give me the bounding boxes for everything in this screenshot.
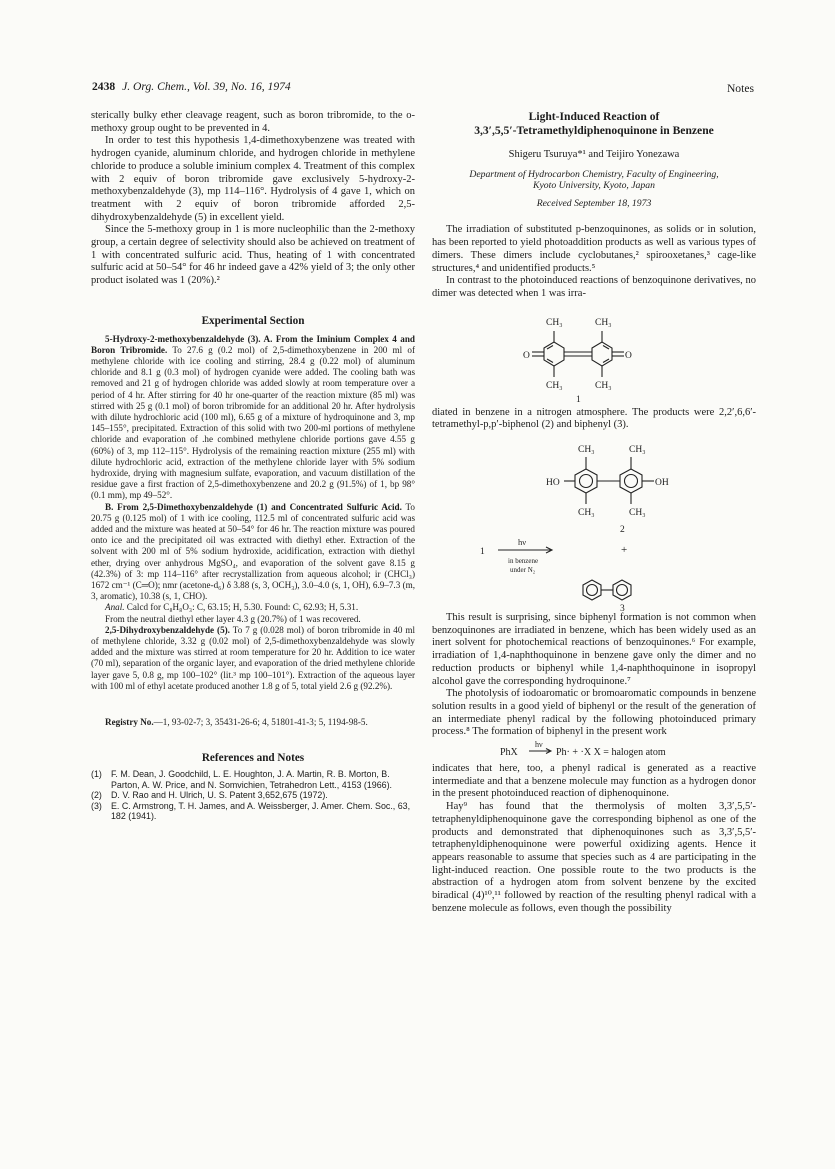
affiliation-line-2: Kyoto University, Kyoto, Japan <box>533 180 655 192</box>
exp-a-title: 5-Hydroxy-2-methoxybenzaldehyde (3). A. From the Iminium Complex 4 and Boron Tribromide. <box>91 333 415 355</box>
paragraph-7: Hay⁹ has found that the thermolysis of molten 3,3′,5,5′-tetraphenyldiphenoquinone gave the corresponding biphenol as one of the products and demonstrated that diphenoquinones such as 3,3′,5,5′-tetraphenyldiphenoquinone were powerful oxidizing agents. Hence it appears reasonable to assume that species such as 4 are participating in the light-induced reaction. One possible route to the two products is the abstraction of a hydrogen atom from solvent benzene by the excited biradical (4)¹⁰,¹¹ followed by reaction of the resulting phenyl radical with a benzene molecule as follows, even though the possibility <box>432 801 756 914</box>
plus-sign: + <box>621 544 628 557</box>
methyl-label: CH₃ <box>629 445 646 456</box>
hydroxyl-label: OH <box>655 478 669 489</box>
registry-text: —1, 93-02-7; 3, 35431-26-6; 4, 51801-41-3; 5, 1194-98-5. <box>153 717 368 728</box>
compound-label: 3 <box>620 604 625 613</box>
experimental-heading: Experimental Section <box>201 314 305 327</box>
exp-b-title: B. From 2,5-Dimethoxybenzaldehyde (1) and Concentrated Sulfuric Acid. <box>105 501 402 512</box>
registry-label: Registry No. <box>105 717 154 728</box>
methyl-label: CH₃ <box>546 380 563 391</box>
neutral-text: From the neutral diethyl ether layer 4.3 g (20.7%) of 1 was recovered. <box>105 613 361 624</box>
methyl-label: CH₃ <box>629 508 646 519</box>
oxygen-label: O <box>523 350 530 361</box>
page-header <box>92 80 754 96</box>
intro-paragraph-2: In order to test this hypothesis 1,4-dimethoxybenzene was treated with hydrogen cyanide, aluminum chloride, and hydrogen chloride in methylene chloride to produce a soluble iminium complex 4. Treatment of this complex with 2 equiv of boron tribromide gave exclusively 5-hydroxy-2-methoxybenzaldehyde (3), mp 114–116°. Hydrolysis of 4 gave 1, which on treatment with 2 equiv of boron tribromide afforded 2,5-dihydroxybenzaldehyde (5) in excellent yield. <box>91 135 415 223</box>
authors: Shigeru Tsuruya*¹ and Teijiro Yonezawa <box>508 149 680 160</box>
paragraph-2: In contrast to the photoinduced reactions of benzoquinone derivatives, no dimer was detected when 1 was irra- <box>432 275 756 299</box>
references-heading: References and Notes <box>201 752 305 765</box>
received-date: Received September 18, 1973 <box>536 197 652 209</box>
oxygen-label: O <box>625 350 632 361</box>
intro-paragraph-3: Since the 5-methoxy group in 1 is more nucleophilic than the 2-methoxy group, a certain degree of selectivity should also be achieved on treatment of 1 with concentrated sulfuric acid. Thus, heating of 1 with concentrated sulfuric acid at 50–54° for 46 hr indeed gave a 42% yield of 3; the only other product isolated was 1 (20%).² <box>91 224 415 287</box>
paragraph-3: diated in benzene in a nitrogen atmosphere. The products were 2,2′,6,6′-tetramethyl-p,p′-biphenol (2) and biphenyl (3). <box>432 406 756 431</box>
article-title-line-2: 3,3′,5,5′-Tetramethyldiphenoquinone in Benzene <box>474 123 714 137</box>
paragraph-6: indicates that here, too, a phenyl radical is generated as a reactive intermediate and that a benzene molecule may function as a hydrogen donor in the present photoinduced reaction of diphenoquinone. <box>432 763 756 800</box>
reactant-label: 1 <box>480 547 485 558</box>
methyl-label: CH₃ <box>578 445 595 456</box>
page-number: 2438 <box>92 80 116 93</box>
section-name: Notes <box>726 82 754 95</box>
experimental-section <box>91 334 415 729</box>
exp-c-text: To 7 g (0.028 mol) of boron tribromide in 40 ml of methylene chloride, 3.32 g (0.02 mol) of 2,5-dimethoxybenzaldehyde was slowly added and the mixture was stirred at room temperature for 20 hr. Addition to ice water (70 ml), separation of the organic layer, and evaporation of the dried methylene chloride layer gave 5, 0.8 g, mp 100–102° (lit.³ mp 100–101°). Extraction of the aqueous layer with 100 ml of ethyl acetate produced another 1.8 g of 5, total yield 2.6 g (92.2%). <box>91 624 415 691</box>
paragraph-4: This result is surprising, since biphenyl formation is not common when benzoquinones are irradiated in benzene, which has been widely used as an inert solvent for photochemical reactions of benzoquinones.⁶ For example, irradiation of 1,4-naphthoquinone in benzene gave only the dimer and no reduction products or biphenyl while 1,4-naphthoquinone in isopropyl alcohol gave the corresponding hydroquinone.⁷ <box>432 612 756 687</box>
reference-item: (2) D. V. Rao and H. Ulrich, U. S. Patent 3,652,675 (1972). <box>91 790 328 801</box>
journal-citation: J. Org. Chem., Vol. 39, No. 16, 1974 <box>122 80 291 93</box>
left-column <box>91 110 415 822</box>
compound-label: 2 <box>620 525 625 536</box>
photolysis-equation <box>432 739 756 763</box>
equation-rhs: Ph· + ·X X = halogen atom <box>556 747 666 759</box>
structure-1-diphenoquinone <box>432 301 756 407</box>
equation-lhs: PhX <box>500 747 518 759</box>
references-list <box>91 769 415 822</box>
article-title-line-1: Light-Induced Reaction of <box>528 110 660 123</box>
equation-hv: hν <box>535 740 543 750</box>
anal-text: Calcd for C₈H₈O₃: C, 63.15; H, 5.30. Found: C, 62.93; H, 5.31. <box>126 602 359 613</box>
anal-label: Anal. <box>105 602 125 613</box>
exp-b-text: To 20.75 g (0.125 mol) of 1 with ice cooling, 112.5 ml of concentrated sulfuric acid was added and the mixture was heated at 50–54° for 46 hr. The reaction mixture was poured onto ice and the precipitated oil was extracted with diethyl ether. Extraction of the solvent with 200 ml of 5% sodium hydroxide, acidification, extraction with diethyl ether, drying over anhydrous MgSO₄, and evaporation of the solvent gave 8.15 g (42.3%) of 3: mp 114–116° after recrystallization from aqueous alcohol; ir (CHCl₃) 1672 cm⁻¹ (C═O); nmr (acetone-d₆) δ 3.88 (s, 3, OCH₃), 3.0–4.0 (s, 1, OH), 6.9–7.3 (m, 3, aromatic), 10.38 (s, 1, CHO). <box>91 501 415 602</box>
methyl-label: CH₃ <box>595 380 612 391</box>
affiliation-line-1: Department of Hydrocarbon Chemistry, Faculty of Engineering, <box>469 168 719 180</box>
right-column <box>432 110 756 916</box>
reference-item: (3) E. C. Armstrong, T. H. James, and A. Weissberger, J. Amer. Chem. Soc., 63, 182 (1941). <box>91 800 411 822</box>
reaction-scheme <box>432 432 756 612</box>
condition-atmosphere: under N₂ <box>510 566 536 575</box>
exp-a-text: To 27.6 g (0.2 mol) of 2,5-dimethoxybenzene in 200 ml of methylene chloride with ice cooling and stirring, 28.4 g (0.22 mol) of aluminum chloride and 8.1 g (0.3 mol) of hydrogen cyanide were added. The cooling bath was removed and 21 g of hydrogen chloride was added slowly at room temperature over a period of 4 hr. After stirring for 40 hr one-quarter of the reaction mixture (85 ml) was stirred with 25 g (0.1 mol) of boron tribromide for an additional 20 hr. After hydrolysis with dilute hydrochloric acid (100 ml), 6.65 g of a mixture of hydroquinone and 3, mp 145–155°, precipitated. Extraction of this solid with two 200-ml portions of methylene chloride and evaporation of .he combined methylene chloride portions gave 4.55 g (60%) of 3, mp 112–115°. Hydrolysis of the remaining reaction mixture (255 ml) with dilute hydrochloric acid, extraction of the methylene chloride layer with 5% sodium hydroxide, drying with magnesium sulfate, evaporation, and vacuum distillation of the residue gave a first fraction of 2,5-dimethoxybenzene and 20.2 g (91.5%) of 1, bp 98° (0.1 mm), mp 49–52°. <box>91 344 415 501</box>
exp-c-title: 2,5-Dihydroxybenzaldehyde (5). <box>105 624 230 635</box>
intro-paragraph-1: sterically bulky ether cleavage reagent, such as boron tribromide, to the o-methoxy group ought to be prevented in 4. <box>91 110 415 134</box>
header-left <box>92 80 291 93</box>
reference-item: (1) F. M. Dean, J. Goodchild, L. E. Houghton, J. A. Martin, R. B. Morton, B. Parton, A. W. Price, and N. Somvichien, Tetrahedron Lett., 4153 (1966). <box>91 768 393 790</box>
methyl-label: CH₃ <box>578 508 595 519</box>
condition-solvent: in benzene <box>508 557 539 566</box>
methyl-label: CH₃ <box>595 317 612 328</box>
methyl-label: CH₃ <box>546 317 563 328</box>
hv-label: hν <box>518 537 527 548</box>
paragraph-5: The photolysis of iodoaromatic or bromoaromatic compounds in benzene solution results in a good yield of biphenyl or the result of the generation of an intermediate phenyl radical by the following photoinduced primary process.⁸ The formation of biphenyl in the present work <box>432 688 756 738</box>
paragraph-1: The irradiation of substituted p-benzoquinones, as solids or in solution, has been reported to yield photoaddition products as well as various types of dimers. These dimers include cyclobutanes,² spirooxetanes,³ cage-like structures,⁴ and unidentified products.⁵ <box>432 224 756 274</box>
hydroxyl-label: HO <box>546 478 560 489</box>
compound-label: 1 <box>576 394 581 405</box>
